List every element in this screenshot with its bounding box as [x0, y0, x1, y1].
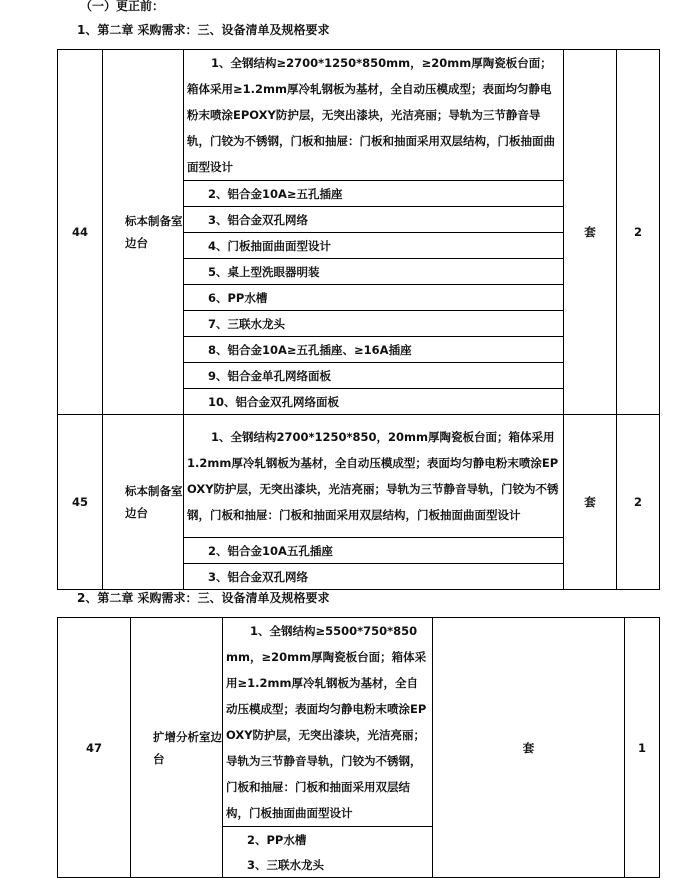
- spec-item: 3、铝合金双孔网络: [184, 207, 564, 233]
- quantity: 1: [625, 618, 660, 878]
- spec-item: 2、铝合金10A≥五孔插座: [184, 181, 564, 207]
- spec-item: 2、PP水槽: [223, 827, 433, 853]
- spec-main: 1、全钢结构≥2700*1250*850mm，≥20mm厚陶瓷板台面；箱体采用≥1.2mm厚冷轧钢板为基材，全自动压模成型；表面均匀静电粉末喷涂EPOXY防护层，无突出漆块，光洁亮丽；导轨为三节静音导轨，门铰为不锈钢，门板和抽屉：门板和抽面采用双层结构，门板抽面曲面型设计: [184, 50, 564, 181]
- row-number: 45: [58, 415, 103, 590]
- equipment-table-1: [57, 49, 660, 590]
- spec-item: 6、PP水槽: [184, 285, 564, 311]
- spec-item: 3、铝合金双孔网络: [184, 564, 564, 590]
- spec-main: 1、全钢结构2700*1250*850，20mm厚陶瓷板台面；箱体采用1.2mm厚冷轧钢板为基材，全自动压模成型；表面均匀静电粉末喷涂EPOXY防护层，无突出漆块，光洁亮丽；导轨为三节静音导轨，门铰为不锈钢，门板和抽屉：门板和抽面采用双层结构，门板抽面曲面型设计: [184, 415, 564, 538]
- row-number: 47: [58, 618, 131, 878]
- quantity: 2: [617, 415, 660, 590]
- spec-item: 4、门板抽面曲面型设计: [184, 233, 564, 259]
- spec-item: 7、三联水龙头: [184, 311, 564, 337]
- table-row: [58, 618, 660, 827]
- unit: 套: [564, 50, 617, 415]
- quantity: 2: [617, 50, 660, 415]
- heading: （一）更正前：: [80, 0, 165, 13]
- spec-item: 9、铝合金单孔网络面板: [184, 363, 564, 389]
- spec-main: 1、全钢结构≥5500*750*850mm，≥20mm厚陶瓷板台面；箱体采用≥1.2mm厚冷轧钢板为基材，全自动压模成型；表面均匀静电粉末喷涂EPOXY防护层，无突出漆块，光洁亮丽；导轨为三节静音导轨，门铰为不锈钢，门板和抽屉：门板和抽面采用双层结构，门板抽面曲面型设计: [223, 618, 433, 827]
- equipment-table-2: [57, 617, 660, 878]
- row-number: 44: [58, 50, 103, 415]
- spec-item: 10、铝合金双孔网络面板: [184, 389, 564, 415]
- unit: 套: [564, 415, 617, 590]
- section-1-label: 1、第二章 采购需求：三、设备清单及规格要求: [77, 23, 330, 37]
- table-row: [58, 50, 660, 181]
- spec-item: 3、三联水龙头: [223, 852, 433, 878]
- spec-item: 8、铝合金10A≥五孔插座、≥16A插座: [184, 337, 564, 363]
- item-name: 标本制备室边台: [103, 415, 184, 590]
- item-name: 标本制备室边台: [103, 50, 184, 415]
- table-row: [58, 415, 660, 538]
- item-name: 扩增分析室边台: [131, 618, 223, 878]
- spec-item: 5、桌上型洗眼器明装: [184, 259, 564, 285]
- spec-item: 2、铝合金10A五孔插座: [184, 538, 564, 564]
- section-2-label: 2、第二章 采购需求：三、设备清单及规格要求: [77, 591, 330, 605]
- unit: 套: [433, 618, 625, 878]
